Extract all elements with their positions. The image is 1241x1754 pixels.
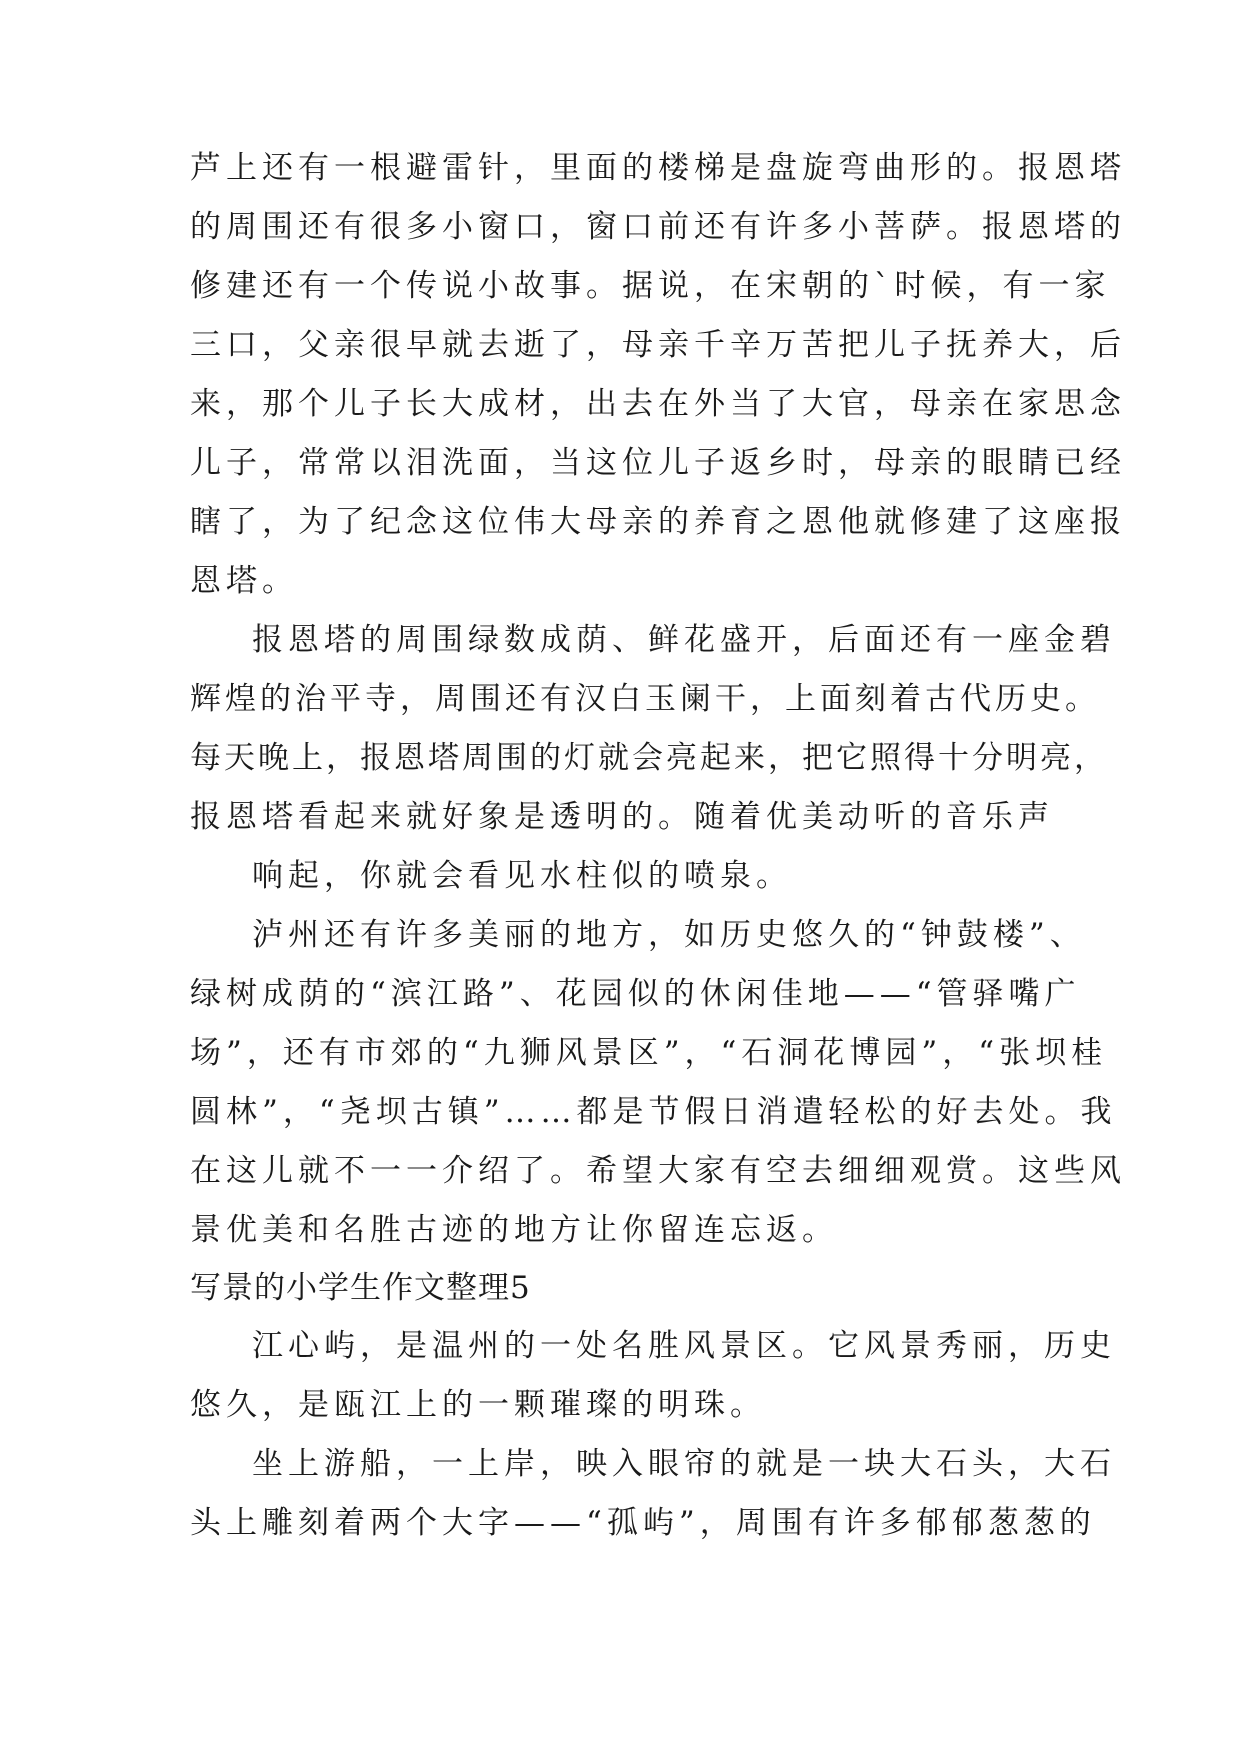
text-line: 场”，还有市郊的“九狮风景区”，“石洞花博园”，“张坝桂 <box>190 1035 1108 1071</box>
text-line: 每天晚上，报恩塔周围的灯就会亮起来，把它照得十分明亮， <box>190 740 1108 776</box>
text-line: 悠久，是瓯江上的一颗璀璨的明珠。 <box>190 1387 766 1423</box>
text-line: 芦上还有一根避雷针，里面的楼梯是盘旋弯曲形的。报恩塔 <box>190 150 1126 186</box>
text-line: 圆林”，“尧坝古镇”……都是节假日消遣轻松的好去处。我 <box>190 1094 1117 1130</box>
text-line: 报恩塔的周围绿数成荫、鲜花盛开，后面还有一座金碧 <box>252 622 1116 658</box>
text-line: 头上雕刻着两个大字——“孤屿”，周围有许多郁郁葱葱的 <box>190 1505 1096 1541</box>
section-heading: 写景的小学生作文整理5 <box>190 1270 531 1306</box>
text-line: 坐上游船，一上岸，映入眼帘的就是一块大石头，大石 <box>252 1446 1116 1482</box>
text-line: 三口，父亲很早就去逝了，母亲千辛万苦把儿子抚养大，后 <box>190 327 1126 363</box>
text-line: 辉煌的治平寺，周围还有汉白玉阑干，上面刻着古代历史。 <box>190 681 1100 717</box>
text-line: 报恩塔看起来就好象是透明的。随着优美动听的音乐声 <box>190 799 1054 835</box>
text-line: 绿树成荫的“滨江路”、花园似的休闲佳地——“管驿嘴广 <box>190 976 1081 1012</box>
text-line: 瞎了，为了纪念这位伟大母亲的养育之恩他就修建了这座报 <box>190 504 1126 540</box>
text-line: 修建还有一个传说小故事。据说，在宋朝的`时候，有一家 <box>190 268 1111 304</box>
text-line: 景优美和名胜古迹的地方让你留连忘返。 <box>190 1212 838 1248</box>
text-line: 来，那个儿子长大成材，出去在外当了大官，母亲在家思念 <box>190 386 1126 422</box>
text-line: 在这儿就不一一介绍了。希望大家有空去细细观赏。这些风 <box>190 1153 1126 1189</box>
text-line: 儿子，常常以泪洗面，当这位儿子返乡时，母亲的眼睛已经 <box>190 445 1126 481</box>
text-line: 响起，你就会看见水柱似的喷泉。 <box>252 858 792 894</box>
text-line: 恩塔。 <box>190 563 298 599</box>
text-line: 泸州还有许多美丽的地方，如历史悠久的“钟鼓楼”、 <box>252 917 1086 953</box>
text-line: 的周围还有很多小窗口，窗口前还有许多小菩萨。报恩塔的 <box>190 209 1126 245</box>
text-line: 江心屿，是温州的一处名胜风景区。它风景秀丽，历史 <box>252 1328 1116 1364</box>
